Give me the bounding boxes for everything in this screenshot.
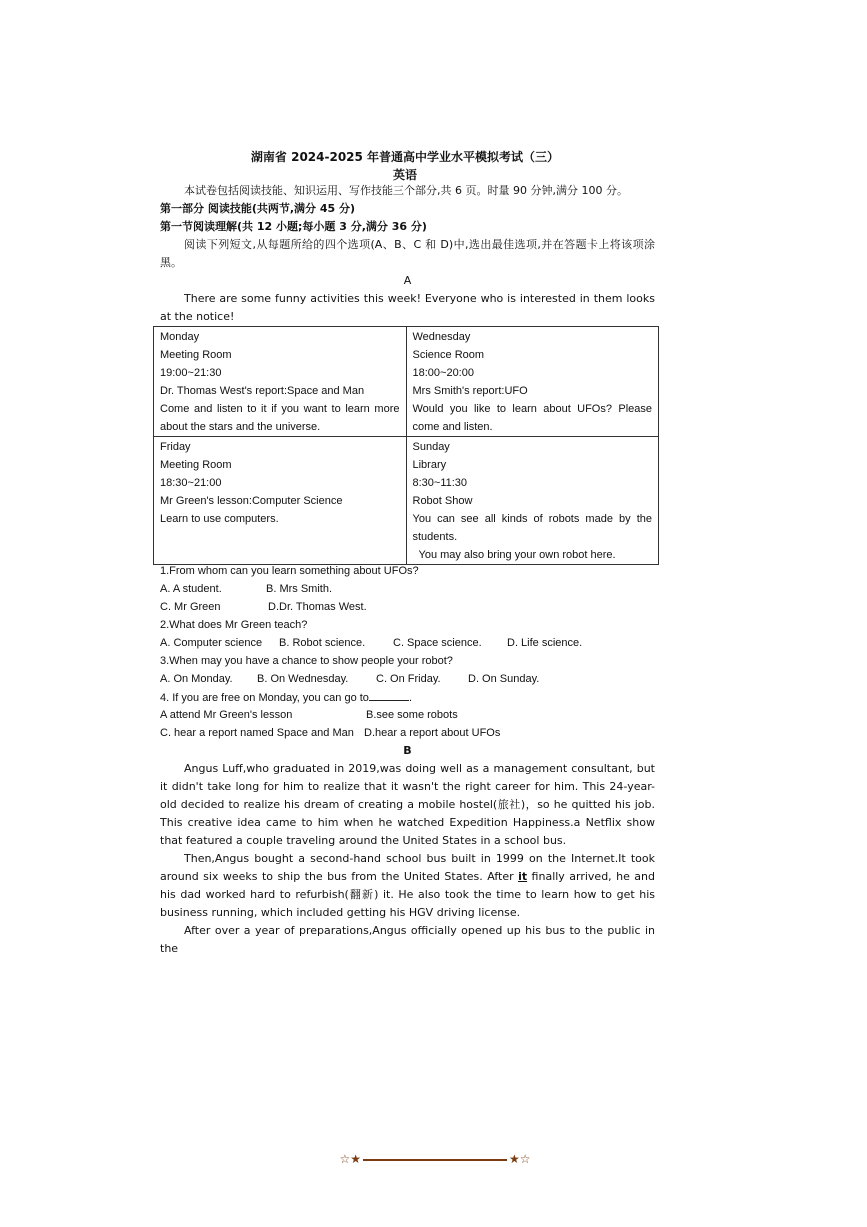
q2-option-d: D. Life science. — [507, 637, 583, 649]
place-label: Library — [412, 459, 447, 471]
passage-a-label: A — [403, 274, 412, 287]
answer-blank — [369, 688, 409, 701]
notice-cell-monday — [154, 327, 407, 437]
paragraph-2-end: finally arrived, he and his dad worked hard to refurbish(翻新) it. He also took the time to learn how to get his business running, which included getting his HGV driving license. — [160, 870, 656, 919]
activity-notice-table — [153, 326, 659, 565]
time-label: 8:30~11:30 — [412, 477, 468, 489]
q1-option-a: A. A student. — [160, 583, 222, 595]
exam-title: 湖南省 2024-2025 年普通高中学业水平模拟考试（三） — [250, 150, 560, 164]
event-description: Learn to use computers. — [160, 513, 279, 525]
q3-option-d: D. On Sunday. — [468, 673, 540, 685]
table-row — [154, 437, 659, 565]
underlined-word-it: it — [518, 870, 528, 883]
q1-option-b: B. Mrs Smith. — [266, 583, 333, 595]
q2-option-b: B. Robot science. — [279, 637, 366, 649]
part-one-heading: 第一部分 阅读技能(共两节,满分 45 分) — [160, 202, 356, 215]
passage-a-intro: There are some funny activities this week! Everyone who is interested in them looks at the notice! — [160, 292, 655, 323]
notice-cell-wednesday — [406, 327, 659, 437]
event-description: Come and listen to it if you want to learn more about the stars and the universe. — [160, 403, 400, 433]
reading-instruction: 阅读下列短文,从每题所给的四个选项(A、B、C 和 D)中,选出最佳选项,并在答题卡上将该项涂黑。 — [160, 238, 655, 269]
time-label: 18:00~20:00 — [412, 367, 474, 379]
question-3: 3.When may you have a chance to show people your robot? — [160, 655, 453, 667]
table-row — [154, 327, 659, 437]
event-label: Mrs Smith's report:UFO — [412, 385, 528, 397]
passage-b-paragraph-2 — [160, 850, 655, 922]
time-label: 19:00~21:30 — [160, 367, 222, 379]
q1-option-d: D.Dr. Thomas West. — [268, 601, 367, 613]
footer-ornament — [0, 1152, 867, 1166]
notice-cell-sunday — [406, 437, 659, 565]
section-one-heading: 第一节阅读理解(共 12 小题;每小题 3 分,满分 36 分) — [160, 220, 427, 233]
q4-option-c: C. hear a report named Space and Man — [160, 727, 354, 739]
event-label: Mr Green's lesson:Computer Science — [160, 495, 343, 507]
time-label: 18:30~21:00 — [160, 477, 222, 489]
question-4 — [160, 688, 655, 707]
event-description-extra: You may also bring your own robot here. — [418, 549, 616, 561]
q3-option-a: A. On Monday. — [160, 673, 233, 685]
day-label: Sunday — [412, 441, 450, 453]
question-2: 2.What does Mr Green teach? — [160, 619, 308, 631]
subject-heading: 英语 — [392, 168, 417, 182]
passage-b-paragraph-1: Angus Luff,who graduated in 2019,was doing well as a management consultant, but it didn't take long for him to realize that it wasn't the right career for him. This 24-year-old decided to realize his dream of creating a mobile hostel(旅社)，so he quitted his job. This creative idea came to him when he watched Expedition Happiness.a Netflix show that featured a couple traveling around the United States in a school bus. — [160, 762, 655, 847]
q2-option-c: C. Space science. — [393, 637, 482, 649]
q3-option-c: C. On Friday. — [376, 673, 441, 685]
place-label: Meeting Room — [160, 349, 232, 361]
event-label: Robot Show — [412, 495, 473, 507]
q3-option-b: B. On Wednesday. — [257, 673, 349, 685]
place-label: Science Room — [412, 349, 485, 361]
day-label: Friday — [160, 441, 191, 453]
event-description: You can see all kinds of robots made by the students. — [412, 513, 652, 543]
q2-option-a: A. Computer science — [160, 637, 263, 649]
passage-b-paragraph-3: After over a year of preparations,Angus officially opened up his bus to the public in the — [160, 924, 655, 955]
question-1: 1.From whom can you learn something about UFOs? — [160, 565, 419, 577]
star-icon: ☆★ — [339, 1152, 361, 1166]
event-description: Would you like to learn about UFOs? Please come and listen. — [412, 403, 652, 433]
paragraph-2-start: Then,Angus bought a second-hand school bus built in 1999 on the Internet.It took around six weeks to ship the bus from the United States. After — [160, 852, 655, 883]
place-label: Meeting Room — [160, 459, 232, 471]
q1-option-c: C. Mr Green — [160, 601, 221, 613]
day-label: Monday — [160, 331, 200, 343]
q4-option-b: B.see some robots — [366, 709, 458, 721]
question-4-text: 4. If you are free on Monday, you can go to — [160, 692, 369, 704]
q4-option-d: D.hear a report about UFOs — [364, 727, 501, 739]
notice-cell-friday — [154, 437, 407, 565]
exam-intro: 本试卷包括阅读技能、知识运用、写作技能三个部分,共 6 页。时量 90 分钟,满分 100 分。 — [184, 184, 628, 197]
star-icon: ★☆ — [509, 1152, 531, 1166]
q4-option-a: A attend Mr Green's lesson — [160, 709, 293, 721]
event-label: Dr. Thomas West's report:Space and Man — [160, 385, 365, 397]
passage-b-label: B — [403, 744, 412, 757]
day-label: Wednesday — [412, 331, 471, 343]
divider-line — [363, 1159, 507, 1161]
question-4-end: . — [408, 692, 412, 704]
